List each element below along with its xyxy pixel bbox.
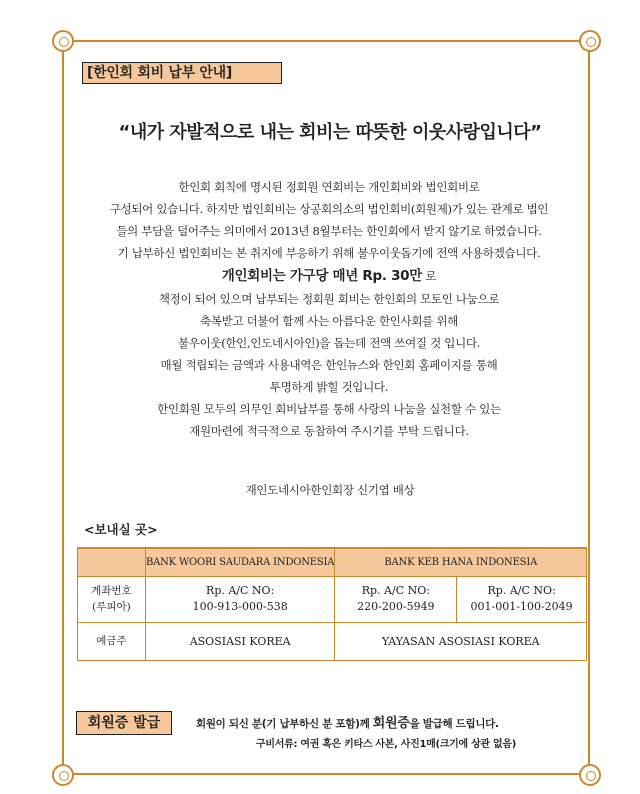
body-line: 책정이 되어 있으며 납부되는 정회원 회비는 한인회의 모토인 나눔으로 bbox=[158, 292, 500, 306]
owner-woori: ASOSIASI KOREA bbox=[145, 622, 335, 660]
membership-card-word: 회원증 bbox=[372, 716, 410, 731]
body-line: 투명하게 밝힐 것입니다. bbox=[269, 380, 389, 394]
body-line: 한인회 회칙에 명시된 정회원 연회비는 개인회비와 법인회비로 bbox=[178, 180, 480, 194]
account-cell-woori bbox=[145, 576, 335, 622]
corner-ornament-icon bbox=[52, 764, 74, 786]
account-number: 100-913-000-538 bbox=[192, 600, 288, 613]
fee-line bbox=[74, 264, 584, 288]
account-prefix: Rp. A/C NO: bbox=[361, 584, 430, 597]
membership-issue-a: 회원이 되신 분(기 납부하신 분 포함)께 bbox=[196, 718, 373, 730]
account-cell-hana-1 bbox=[335, 576, 457, 622]
account-prefix: Rp. A/C NO: bbox=[487, 584, 556, 597]
account-cell-hana-2 bbox=[457, 576, 587, 622]
body-line: 들의 부담을 덜어주는 의미에서 2013년 8월부터는 한인회에서 받지 않기로 하였습니다. bbox=[116, 224, 542, 238]
membership-issue-b: 을 발급해 드립니다. bbox=[409, 718, 499, 730]
body-line: 구성되어 있습니다. 하지만 법인회비는 상공회의소의 법인회비(회원제)가 있는 관계로 법인 bbox=[109, 202, 549, 216]
owner-hana: YAYASAN ASOSIASI KOREA bbox=[335, 622, 587, 660]
section-title: [한인회 회비 납부 안내] bbox=[82, 62, 282, 84]
body-line: 기 납부하신 법인회비는 본 취지에 부응하기 위해 불우이웃돕기에 전액 사용하겠습니다. bbox=[117, 246, 541, 260]
body-line: 축복받고 더불어 함께 사는 아름다운 한인사회를 위해 bbox=[200, 314, 458, 328]
account-currency-label: (루피아) bbox=[92, 601, 131, 613]
table-row bbox=[78, 622, 587, 660]
bank-name-hana: BANK KEB HANA INDONESIA bbox=[335, 548, 587, 576]
bank-account-table bbox=[77, 547, 587, 661]
body-line: 한인회원 모두의 의무인 회비납부를 통해 사랑의 나눔을 실천할 수 있는 bbox=[157, 402, 501, 416]
account-label-cell bbox=[78, 576, 146, 622]
table-header-empty bbox=[78, 548, 146, 576]
corner-ornament-icon bbox=[579, 30, 601, 52]
account-number: 220-200-5949 bbox=[357, 600, 435, 613]
body-line: 재원마련에 적극적으로 동참하여 주시기를 부탁 드립니다. bbox=[189, 424, 469, 438]
signature: 재인도네시아한인회장 신기엽 배상 bbox=[245, 483, 415, 497]
fee-tail: 로 bbox=[422, 269, 437, 283]
table-row bbox=[78, 576, 587, 622]
fee-amount: 개인회비는 가구당 매년 Rp. 30만 bbox=[221, 268, 423, 284]
membership-issue-text bbox=[196, 712, 576, 731]
required-documents: 구비서류: 여권 혹은 키타스 사본, 사진1매(크기에 상관 없음) bbox=[256, 739, 516, 750]
table-header-row bbox=[78, 548, 587, 576]
bank-name-woori: BANK WOORI SAUDARA INDONESIA bbox=[145, 548, 335, 576]
body-text bbox=[74, 176, 584, 442]
account-label: 계좌번호 bbox=[91, 585, 132, 597]
headline: “내가 자발적으로 내는 회비는 따뜻한 이웃사랑입니다” bbox=[118, 122, 542, 143]
body-line: 불우이웃(한인,인도네시아인)을 돕는데 전액 쓰여질 것 입니다. bbox=[177, 336, 481, 350]
corner-ornament-icon bbox=[579, 764, 601, 786]
send-to-label: <보내실 곳> bbox=[84, 522, 158, 537]
membership-card-badge: 회원증 발급 bbox=[76, 711, 172, 735]
corner-ornament-icon bbox=[52, 30, 74, 52]
owner-label: 예금주 bbox=[78, 622, 146, 660]
body-line: 매월 적립되는 금액과 사용내역은 한인뉴스와 한인회 홈페이지를 통해 bbox=[160, 358, 498, 372]
account-prefix: Rp. A/C NO: bbox=[206, 584, 275, 597]
account-number: 001-001-100-2049 bbox=[470, 600, 573, 613]
